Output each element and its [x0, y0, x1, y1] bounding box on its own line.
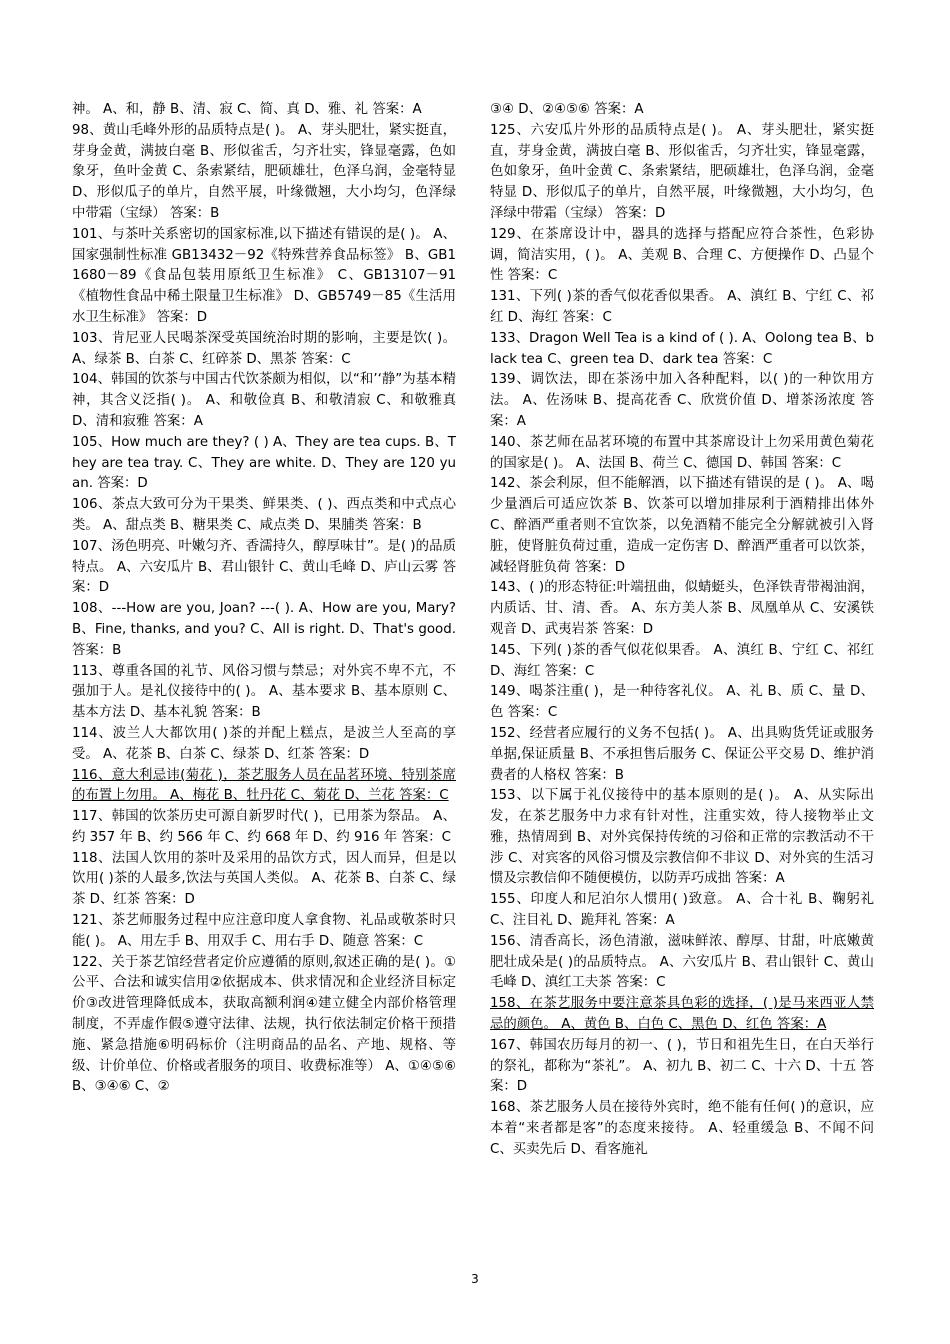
question-122: 122、关于茶艺馆经营者定价应遵循的原则,叙述正确的是( )。①公平、合法和诚实信用②依据成本、供求情况和企业经济目标定价③改进管理降低成本，获取高额利润④建立健全内部价格管理制度，不弄虚作假⑤遵守法律、法规，执行依法制定价格干预措施、紧急措施⑥明码标价（注明商品的品名、产地、规格、等级、计价单位、价格或者服务的项目、收费标准等） A、①④⑤⑥ B、③④⑥ C、②: [72, 954, 456, 1095]
question-103: 103、肯尼亚人民喝茶深受英国统治时期的影响，主要是饮( )。 A、绿茶 B、白茶 C、红碎茶 D、黑茶 答案：C: [72, 330, 456, 367]
question-153: 153、以下属于礼仪接待中的基本原则的是( )。 A、从实际出发，在茶艺服务中力求有针对性，注重实效，待人接物举止文雅，热情周到 B、对外宾保持传统的习俗和正常的宗教活动不干涉 C、对宾客的风俗习惯及宗教信仰不非议 D、对外宾的生活习惯及宗教信仰不随便模仿，以防弄巧成拙 答案：A: [490, 788, 874, 887]
question-114: 114、波兰人大都饮用( )茶的并配上糕点，是波兰人至高的享受。 A、花茶 B、白茶 C、绿茶 D、红茶 答案：D: [72, 725, 456, 762]
question-104: 104、韩国的饮茶与中国古代饮茶颇为相似，以“和’‘静”为基本精神，其含义泛指( )。 A、和敬俭真 B、和敬清寂 C、和敬雅真 D、清和寂雅 答案：A: [72, 372, 456, 429]
page-number: 3: [471, 1272, 479, 1286]
question-113: 113、尊重各国的礼节、风俗习惯与禁忌；对外宾不卑不亢，不强加于人。是礼仪接待中的( )。 A、基本要求 B、基本原则 C、基本方法 D、基本礼貌 答案：B: [72, 663, 456, 721]
question-98: 98、黄山毛峰外形的品质特点是( )。 A、芽头肥壮，紧实挺直，芽身金黄，满披白毫 B、形似雀舌，匀齐壮实，锋显毫露，色如象牙，鱼叶金黄 C、条索紧结，肥硕雄壮，色泽乌润，金毫特显 D、形似瓜子的单片，自然平展，叶缘微翘，大小均匀，色泽绿中带霜（宝绿） 答案：B: [72, 122, 456, 221]
question-155: 155、印度人和尼泊尔人惯用( )致意。 A、合十礼 B、鞠躬礼 C、注目礼 D、跪拜礼 答案：A: [490, 892, 874, 929]
question-152: 152、经营者应履行的义务不包括( )。 A、出具购货凭证或服务单据,保证质量 B、不承担售后服务 C、保证公平交易 D、维护消费者的人格权 答案：B: [490, 725, 874, 783]
question-129: 129、在茶席设计中，器具的选择与搭配应符合茶性，色彩协调，简洁实用，( )。 A、美观 B、合理 C、方便操作 D、凸显个性 答案：C: [490, 226, 874, 284]
question-118: 118、法国人饮用的茶叶及采用的品饮方式，因人而异，但是以饮用( )茶的人最多,饮法与英国人类似。 A、花茶 B、白茶 C、绿茶 D、红茶 答案：D: [72, 850, 456, 908]
question-108: 108、---How are you, Joan? ---( ). A、How are you, Mary? B、Fine, thanks, and you? C、All is right. D、That's good. 答案：B: [72, 601, 456, 658]
question-101: 101、与茶叶关系密切的国家标准,以下描述有错误的是( )。 A、国家强制性标准 GB13432－92《特殊营养食品标签》 B、GB11680－89《食品包装用原纸卫生标准》 C、GB13107－91《植物性食品中稀土限量卫生标准》 D、GB5749－85《生活用水卫生标准》 答案：D: [72, 226, 456, 325]
question-168: 168、茶艺服务人员在接待外宾时，绝不能有任何( )的意识，应本着“来者都是客”的态度来接待。 A、轻重缓急 B、不闻不问 C、买卖先后 D、看客施礼: [490, 1100, 874, 1157]
question-133: 133、Dragon Well Tea is a kind of ( ). A、Oolong tea B、black tea C、green tea D、dark tea 答案：C: [490, 330, 874, 367]
question-117: 117、韩国的饮茶历史可源自新罗时代( )，已用茶为祭品。 A、约 357 年 B、约 566 年 C、约 668 年 D、约 916 年 答案：C: [72, 809, 456, 845]
question-149: 149、喝茶注重( )，是一种待客礼仪。 A、礼 B、质 C、量 D、色 答案：C: [490, 684, 874, 721]
question-142: 142、茶会利尿，但不能解酒，以下描述有错误的是 ( )。 A、喝少量酒后可适应饮茶 B、饮茶可以增加排尿利于酒精排出体外 C、醉酒严重者则不宜饮茶，以免酒精不能完全分解就被引入肾脏，使肾脏负荷过重，造成一定伤害 D、醉酒严重者可以饮茶，减轻肾脏负荷 答案：D: [490, 476, 874, 575]
question-121: 121、茶艺师服务过程中应注意印度人拿食物、礼品或敬茶时只能( )。 A、用左手 B、用双手 C、用右手 D、随意 答案：C: [72, 913, 456, 949]
question-131: 131、下列( )茶的香气似花香似果香。 A、滇红 B、宁红 C、祁红 D、海红 答案：C: [490, 289, 874, 325]
question-105: 105、How much are they? ( ) A、They are tea cups. B、They are tea tray. C、They are white. D、They are 120 yuan. 答案：D: [72, 434, 456, 492]
question-143: 143、( )的形态特征:叶端扭曲，似蜻蜓头，色泽铁青带褐油润，内质话、甘、清、香。 A、东方美人茶 B、凤凰单从 C、安溪铁观音 D、武夷岩茶 答案：D: [490, 580, 874, 637]
question-116: 116、意大利忌讳(菊花 )，茶艺服务人员在品茗环境、特别茶席的布置上勿用。 A、梅花 B、牡丹花 C、菊花 D、兰花 答案：C: [72, 767, 456, 804]
question-125: 125、六安瓜片外形的品质特点是( )。 A、芽头肥壮，紧实挺直，芽身金黄，满披白毫 B、形似雀舌，匀齐壮实，锋显毫露，色如象牙，鱼叶金黄 C、条索紧结，肥硕雄壮，色泽乌润，金毫特显 D、形似瓜子的单片，自然平展，叶缘微翘，大小均匀，色泽绿中带霜（宝绿） 答案：D: [490, 122, 874, 221]
question-140: 140、茶艺师在品茗环境的布置中其茶席设计上勿采用黄色菊花的国家是( )。 A、法国 B、荷兰 C、德国 D、韩国 答案：C: [490, 434, 874, 471]
question-106: 106、茶点大致可分为干果类、鲜果类、( )、西点类和中式点心类。 A、甜点类 B、糖果类 C、咸点类 D、果脯类 答案：B: [72, 497, 456, 533]
left-column: [72, 100, 456, 1098]
question-145: 145、下列( )茶的香气似花似果香。 A、滇红 B、宁红 C、祁红 D、海红 答案：C: [490, 642, 874, 679]
question-107: 107、汤色明亮、叶嫩匀齐、香濡持久，醇厚味甘”。是( )的品质特点。 A、六安瓜片 B、君山银针 C、黄山毛峰 D、庐山云雾 答案：D: [72, 538, 456, 596]
question-122-tail: ③④ D、②④⑤⑥ 答案：A: [490, 102, 644, 117]
question-156: 156、清香高长，汤色清澈，滋味鲜浓、醇厚、甘甜，叶底嫩黄肥壮成朵是( )的品质特点。 A、六安瓜片 B、君山银针 C、黄山毛峰 D、滇红工夫茶 答案：C: [490, 933, 874, 991]
right-column: [490, 100, 874, 1161]
question-97-tail: 神。 A、和，静 B、清、寂 C、简、真 D、雅、礼 答案：A: [72, 102, 422, 117]
question-139: 139、调饮法，即在茶汤中加入各种配料，以( )的一种饮用方法。 A、佐汤味 B、提高花香 C、欣赏价值 D、增茶汤浓度 答案：A: [490, 372, 874, 429]
question-158: 158、在茶艺服务中要注意茶具色彩的选择，( )是马来西亚人禁忌的颜色。 A、黄色 B、白色 C、黑色 D、红色 答案：A: [490, 996, 874, 1033]
question-167: 167、韩国农历每月的初一、( )，节日和祖先生日，在白天举行的祭礼，都称为“茶礼”。 A、初九 B、初二 C、十六 D、十五 答案：D: [490, 1037, 874, 1095]
